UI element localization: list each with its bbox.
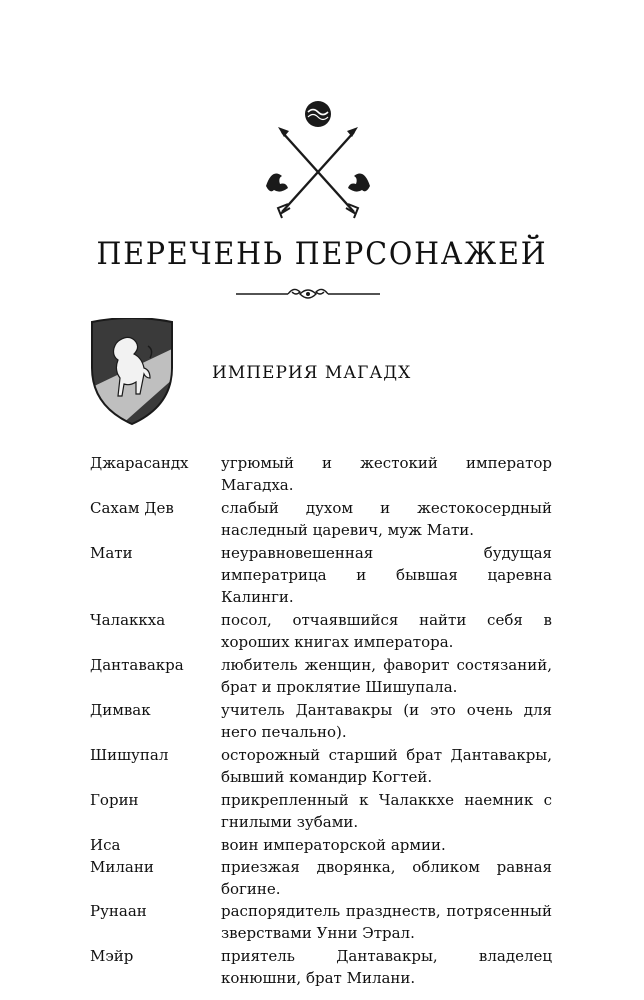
character-row — [90, 945, 552, 989]
page-title: ПЕРЕЧЕНЬ ПЕРСОНАЖЕЙ — [96, 236, 548, 272]
character-row — [90, 452, 552, 496]
character-name: Сахам Дев — [90, 499, 174, 517]
character-row — [90, 699, 552, 743]
character-description: приезжая дворянка, обликом равная богине. — [221, 858, 552, 898]
character-description: учитель Дантавакры (и это очень для него печально). — [221, 701, 552, 741]
character-name: Димвак — [90, 701, 151, 719]
character-list — [90, 452, 552, 990]
character-name: Дантавакра — [90, 656, 184, 674]
character-row — [90, 789, 552, 833]
character-name: Мати — [90, 544, 133, 562]
character-name: Иса — [90, 836, 121, 854]
lion-shield-crest-icon — [90, 318, 174, 426]
character-name: Мэйр — [90, 947, 134, 965]
character-row — [90, 497, 552, 541]
character-description: воин императорской армии. — [221, 836, 446, 854]
flourish-divider-icon — [236, 282, 380, 306]
character-description: приятель Дантавакры, владелец конюшни, брат Милани. — [221, 947, 552, 987]
character-row — [90, 856, 552, 900]
crossed-arrows-emblem-icon — [262, 100, 374, 222]
character-description: любитель женщин, фаворит состязаний, брат и проклятие Шишупала. — [221, 656, 552, 696]
character-description: прикрепленный к Чалаккхе наемник с гнилыми зубами. — [221, 791, 552, 831]
faction-title: ИМПЕРИЯ МАГАДХ — [212, 363, 412, 383]
character-description: распорядитель празднеств, потрясенный зверствами Унни Этрал. — [221, 902, 552, 942]
character-name: Рунаан — [90, 902, 147, 920]
character-row — [90, 654, 552, 698]
character-description: посол, отчаявшийся найти себя в хороших книгах императора. — [221, 611, 552, 651]
character-name: Джарасандх — [90, 454, 189, 472]
character-description: слабый духом и жестокосердный наследный царевич, муж Мати. — [221, 499, 552, 539]
character-description: осторожный старший брат Дантавакры, бывший командир Когтей. — [221, 746, 552, 786]
character-row — [90, 609, 552, 653]
character-description: неуравновешенная будущая императрица и бывшая царевна Калинги. — [221, 544, 552, 606]
character-name: Горин — [90, 791, 139, 809]
character-name: Шишупал — [90, 746, 169, 764]
character-row — [90, 834, 552, 856]
character-row — [90, 744, 552, 788]
character-description: угрюмый и жестокий император Магадха. — [221, 454, 552, 494]
character-row — [90, 900, 552, 944]
character-name: Чалаккха — [90, 611, 166, 629]
character-row — [90, 542, 552, 608]
character-name: Милани — [90, 858, 154, 876]
